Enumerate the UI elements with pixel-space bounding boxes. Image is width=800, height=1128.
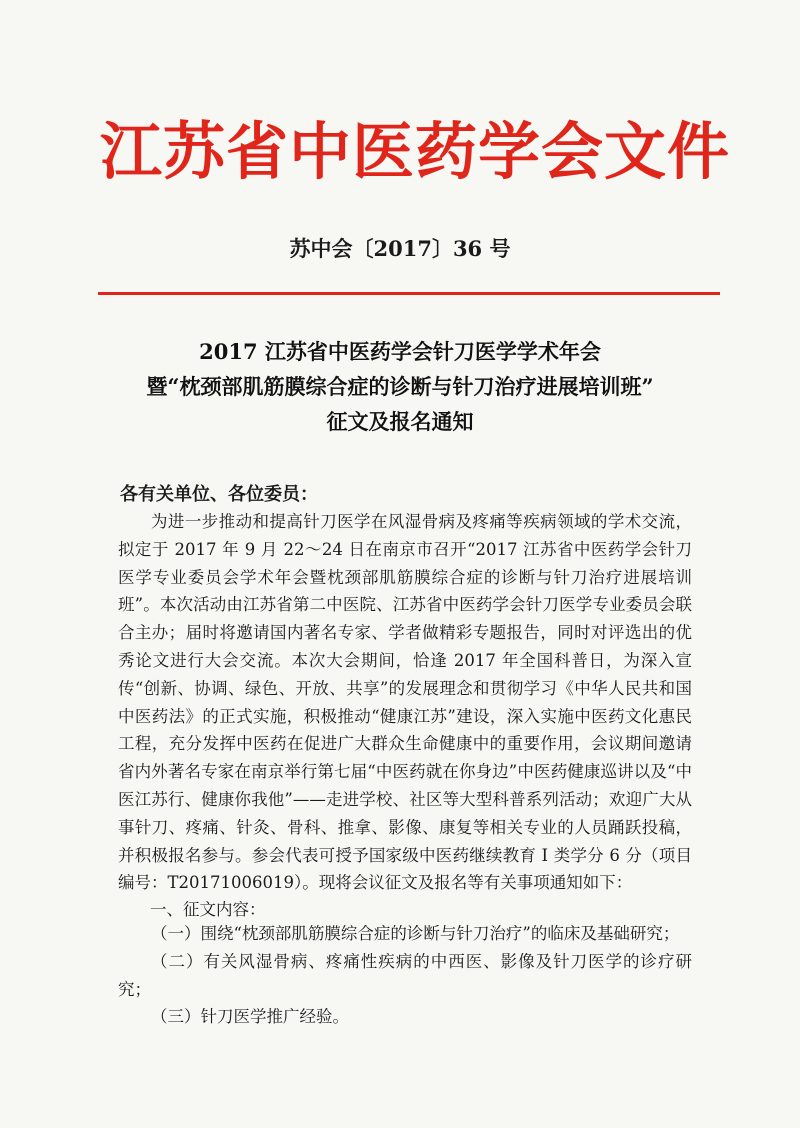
body-text xyxy=(118,508,692,897)
section-item: （一）围绕“枕颈部肌筋膜综合症的诊断与针刀治疗”的临床及基础研究； xyxy=(151,924,680,943)
notice-title-line: 征文及报名通知 xyxy=(326,409,474,434)
section-item: （二）有关风湿骨病、疼痛性疾病的中西医、影像及针刀医学的诊疗研究； xyxy=(118,951,692,999)
notice-title-line: 2017 江苏省中医药学会针刀医学学术年会 xyxy=(199,339,601,364)
document-header-title: 江苏省中医药学会文件 xyxy=(100,115,731,188)
salutation: 各有关单位、各位委员： xyxy=(120,484,318,505)
notice-title-line: 暨“枕颈部肌筋膜综合症的诊断与针刀治疗进展培训班” xyxy=(146,374,654,399)
section-item: （三）针刀医学推广经验。 xyxy=(151,1007,349,1027)
section-heading: 一、征文内容： xyxy=(150,900,266,919)
document-number: 苏中会〔2017〕36 号 xyxy=(289,236,511,261)
header-red-rule xyxy=(98,292,720,295)
body-paragraph: 为进一步推动和提高针刀医学在风湿骨病及疼痛等疾病领域的学术交流，拟定于 2017 年 9 月 22～24 日在南京市召开“2017 江苏省中医药学会针刀医学专业委员会学术年会暨枕颈部肌筋膜综合症的诊断与针刀治疗进展培训班”。本次活动由江苏省第二中医院、江苏省中医药学会针刀医学专业委员会联合主办；届时将邀请国内著名专家、学者做精彩专题报告，同时对评选出的优秀论文进行大会交流。本次大会期间，恰逢 2017 年全国科普日，为深入宣传“创新、协调、绿色、开放、共享”的发展理念和贯彻学习《中华人民共和国中医药法》的正式实施，积极推动“健康江苏”建设，深入实施中医药文化惠民工程，充分发挥中医药在促进广大群众生命健康中的重要作用，会议期间邀请省内外著名专家在南京举行第七届“中医药就在你身边”中医药健康巡讲以及“中医江苏行、健康你我他”——走进学校、社区等大型科普系列活动；欢迎广大从事针刀、疼痛、针灸、骨科、推拿、影像、康复等相关专业的人员踊跃投稿，并积极报名参与。参会代表可授予国家级中医药继续教育 Ⅰ 类学分 6 分（项目编号：T20171006019）。现将会议征文及报名等有关事项通知如下： xyxy=(118,512,692,893)
notice-title xyxy=(60,334,740,439)
section-items xyxy=(118,920,692,1031)
